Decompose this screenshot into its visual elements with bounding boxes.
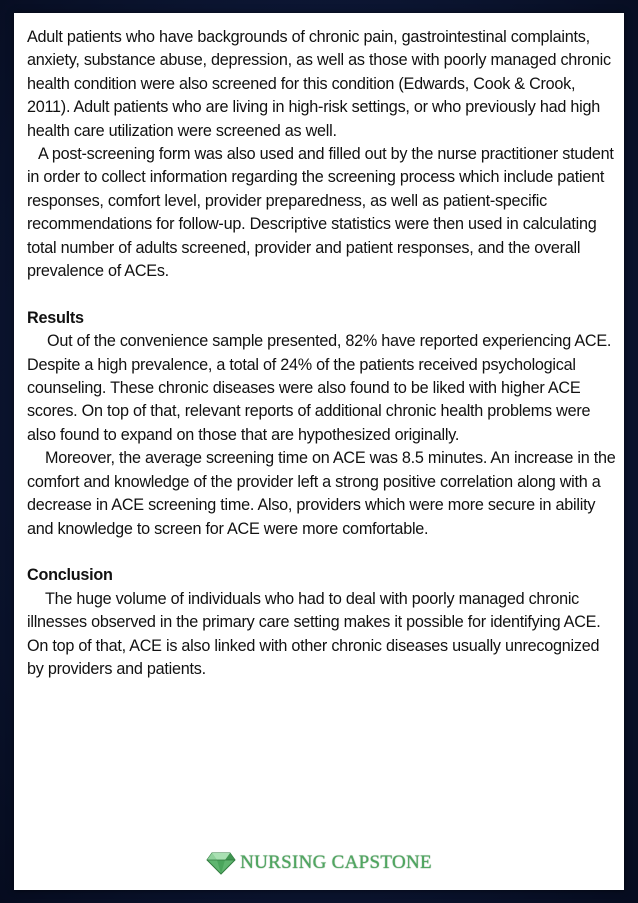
document-page [14,13,624,890]
conclusion-heading: Conclusion [27,566,113,585]
intro-paragraph: Adult patients who have backgrounds of chronic pain, gastrointestinal complaints, anxiety, substance abuse, depression, as well as those with poorly managed chronic health condition were also screened for this condition (Edwards, Cook & Crook, 2011). Adult patients who are living in high-risk settings, or who previously had high health care utilization were screened as well. [27,28,611,140]
results-paragraph-1 [27,330,617,447]
brand-name: NURSING CAPSTONE [240,852,432,873]
conclusion-paragraph-text: The huge volume of individuals who had to deal with poorly managed chronic illnesses observed in the primary care setting makes it possible for identifying ACE. On top of that, ACE is also linked with other chronic diseases usually unrecognized by providers and patients. [27,589,601,678]
post-screening-paragraph [27,143,617,283]
results-heading: Results [27,308,84,327]
results-paragraph-2 [27,447,617,541]
results-paragraph-1-text: Out of the convenience sample presented, 82% have reported experiencing ACE. Despite a high prevalence, a total of 24% of the patients received psychological counseling. These chronic diseases were also found to be liked with higher ACE scores. On top of that, relevant reports of additional chronic health problems were also found to expand on those that are hypothesized originally. [27,332,612,444]
post-screening-text: A post-screening form was also used and filled out by the nurse practitioner student in order to collect information regarding the screening process which include patient responses, comfort level, provider preparedness, as well as patient-specific recommendations for follow-up. Descriptive statistics were then used in calculating total number of adults screened, provider and patient responses, and the overall prevalence of ACEs. [27,145,614,281]
footer-logo [14,848,624,878]
conclusion-paragraph [27,588,617,682]
results-paragraph-2-text: Moreover, the average screening time on ACE was 8.5 minutes. An increase in the comfort and knowledge of the provider left a strong positive correlation along with a decrease in ACE screening time. Also, providers which were more secure in ability and knowledge to screen for ACE were more comfortable. [27,449,616,538]
document-body [27,26,617,681]
diamond-icon [206,851,236,875]
